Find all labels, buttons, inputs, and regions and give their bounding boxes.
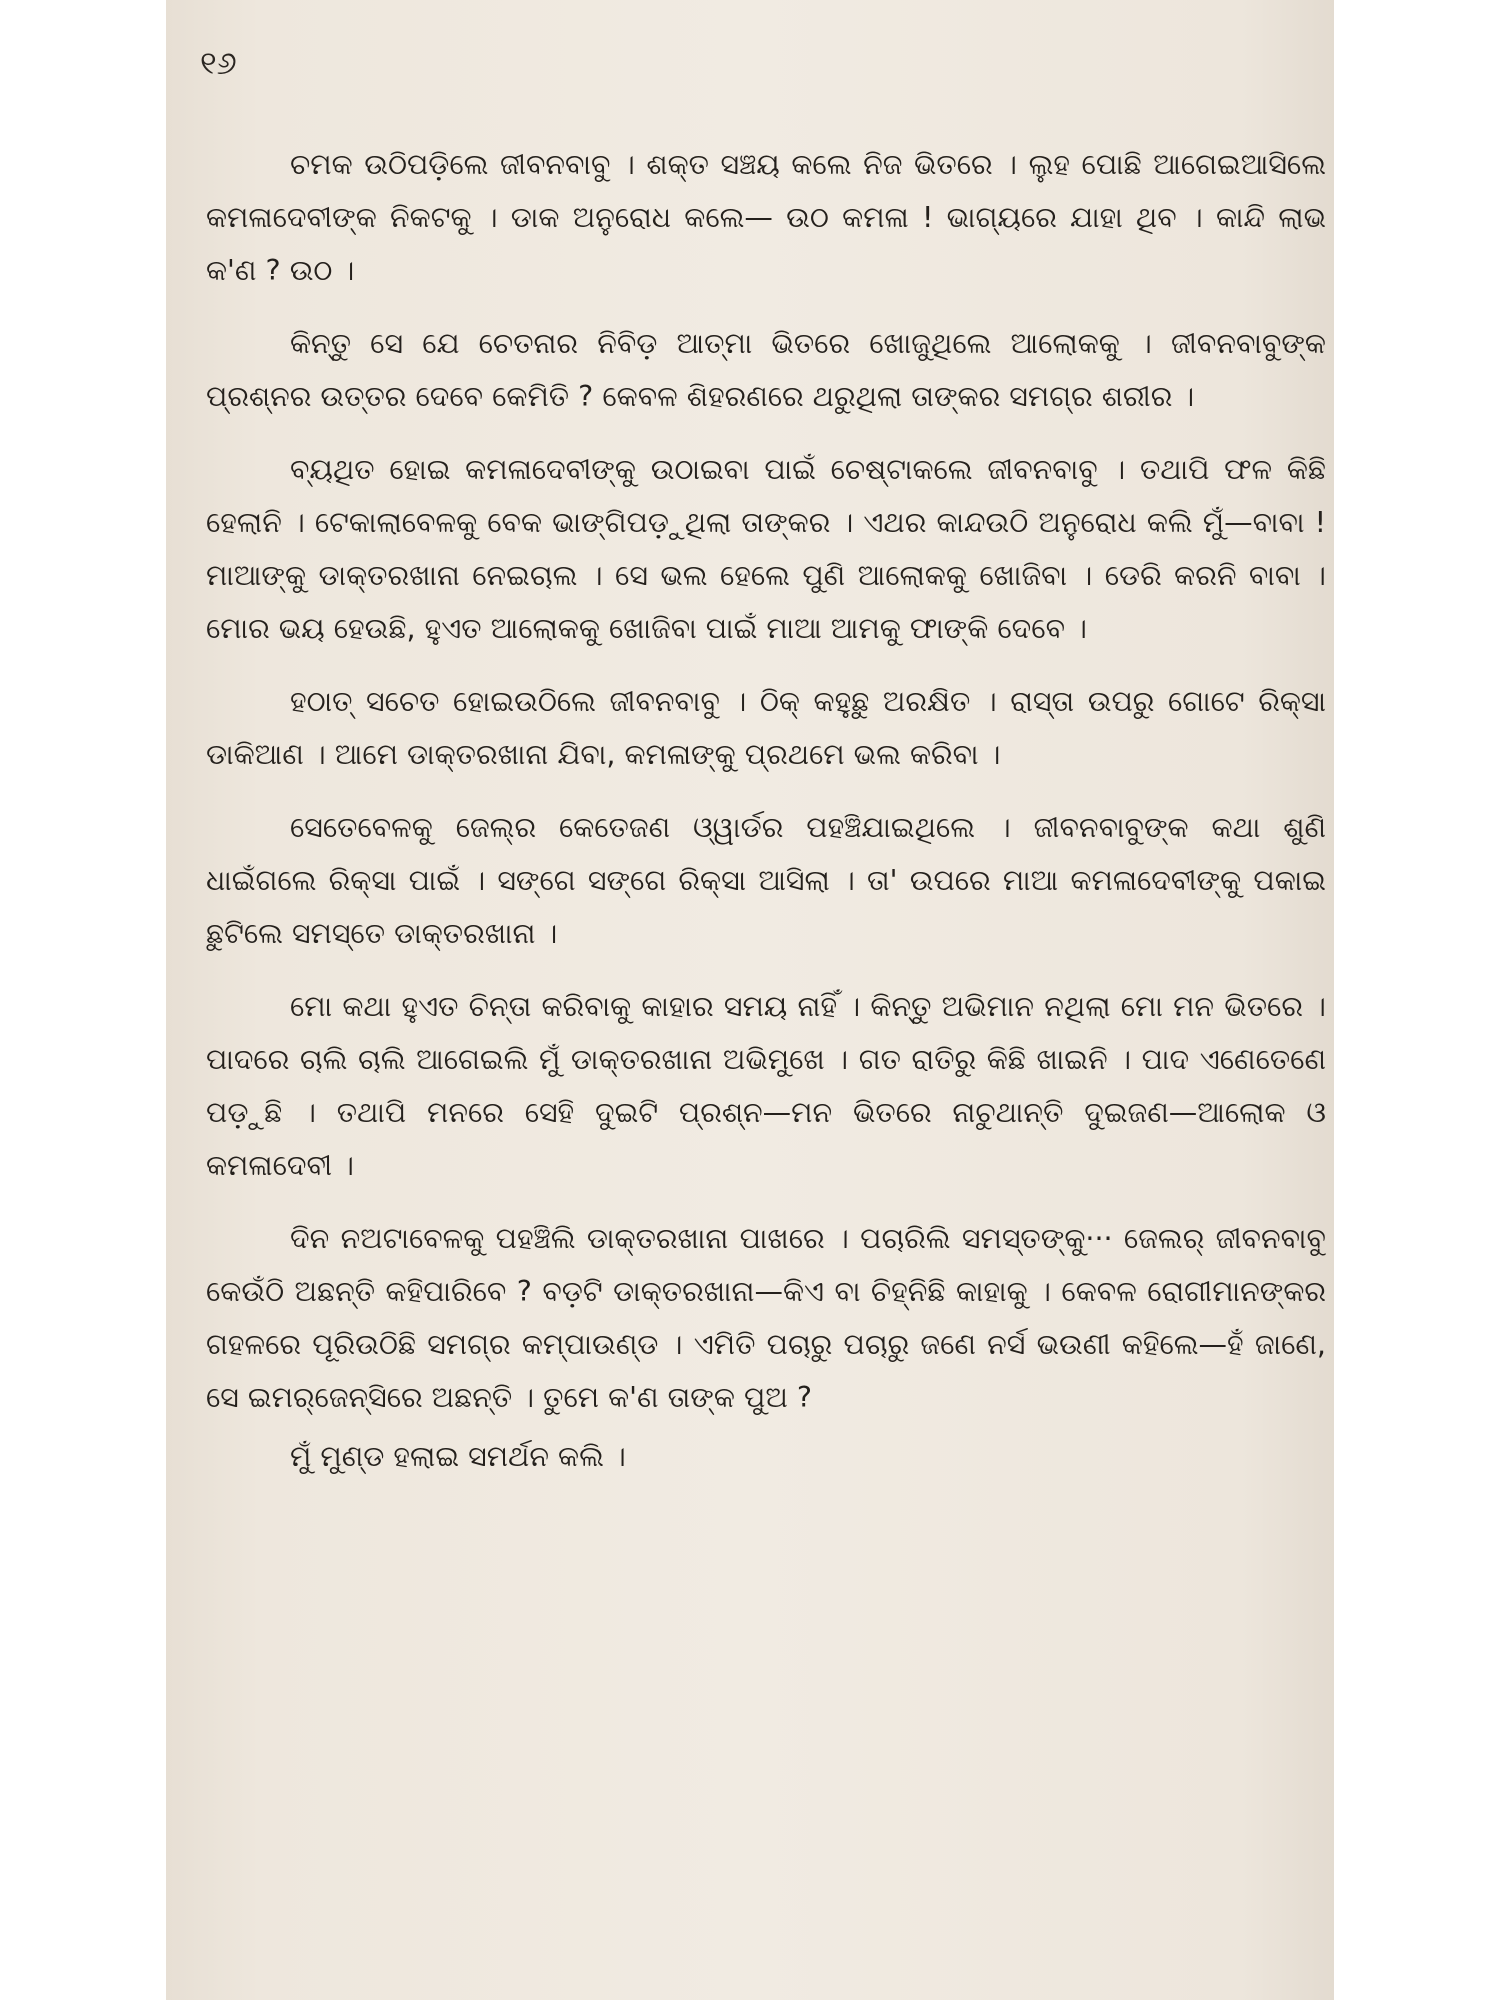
paragraph: ଦିନ ନଅଟାବେଳକୁ ପହଞ୍ଚିଲି ଡାକ୍ତରଖାନା ପାଖରେ । ପଚାରିଲି ସମସ୍ତଙ୍କୁ··· ଜେଲର୍ ଜୀବନବାବୁ କେଉଁଠି ଅଛନ୍ତି କହିପାରିବେ ? ବଡ଼ଟି ଡାକ୍ତରଖାନା—କିଏ ବା ଚିହ୍ନିଛି କାହାକୁ । କେବଳ ରୋଗୀମାନଙ୍କର ଗହଳରେ ପୂରିଉଠିଛି ସମଗ୍ର କମ୍ପାଉଣ୍ଡ । ଏମିତି ପଚାରୁ ପଚାରୁ ଜଣେ ନର୍ସ ଭଉଣୀ କହିଲେ—ହଁ ଜାଣେ, ସେ ଇମର୍‌ଜେନ୍‌ସିରେ ଅଛନ୍ତି । ତୁମେ କ'ଣ ତାଙ୍କ ପୁଅ ? — [206, 1222, 1326, 1414]
paragraph: ବ୍ୟଥିତ ହୋଇ କମଳାଦେବୀଙ୍କୁ ଉଠାଇବା ପାଇଁ ଚେଷ୍ଟାକଲେ ଜୀବନବାବୁ । ତଥାପି ଫଳ କିଛି ହେଲାନି । ଟେକାଲାବେଳକୁ ବେକ ଭାଙ୍ଗିପଡ଼ୁଥିଲା ତାଙ୍କର । ଏଥର କାନ୍ଦଉଠି ଅନୁରୋଧ କଲି ମୁଁ—ବାବା ! ମାଆଙ୍କୁ ଡାକ୍ତରଖାନା ନେଇଚାଲ । ସେ ଭଲ ହେଲେ ପୁଣି ଆଲୋକକୁ ଖୋଜିବା । ଡେରି କରନି ବାବା । ମୋର ଭୟ ହେଉଛି, ହୁଏତ ଆଲୋକକୁ ଖୋଜିବା ପାଇଁ ମାଆ ଆମକୁ ଫାଙ୍କି ଦେବେ । — [206, 453, 1326, 645]
page-body-text — [206, 138, 1326, 1503]
page-number: ୧୬ — [200, 44, 237, 82]
paragraph: ମୁଁ ମୁଣ୍ଡ ହଲାଇ ସମର୍ଥନ କଲି । — [290, 1440, 626, 1473]
paragraph: ମୋ କଥା ହୁଏତ ଚିନ୍ତା କରିବାକୁ କାହାର ସମୟ ନାହିଁ । କିନ୍ତୁ ଅଭିମାନ ନଥିଲା ମୋ ମନ ଭିତରେ । ପାଦରେ ଚାଲି ଚାଲି ଆଗେଇଲି ମୁଁ ଡାକ୍ତରଖାନା ଅଭିମୁଖେ । ଗତ ରାତିରୁ କିଛି ଖାଇନି । ପାଦ ଏଣେତେଣେ ପଡ଼ୁଛି । ତଥାପି ମନରେ ସେହି ଦୁଇଟି ପ୍ରଶ୍ନ—ମନ ଭିତରେ ନାଚୁଥାନ୍ତି ଦୁଇଜଣ—ଆଲୋକ ଓ କମଳାଦେବୀ । — [206, 990, 1326, 1182]
paragraph: ହଠାତ୍ ସଚେତ ହୋଇଉଠିଲେ ଜୀବନବାବୁ । ଠିକ୍ କହୁଛୁ ଅରକ୍ଷିତ । ରାସ୍ତା ଉପରୁ ଗୋଟେ ରିକ୍ସା ଡାକିଆଣ । ଆମେ ଡାକ୍ତରଖାନା ଯିବା, କମଳାଙ୍କୁ ପ୍ରଥମେ ଭଲ କରିବା । — [206, 685, 1326, 771]
paragraph: ସେତେବେଳକୁ ଜେଲ୍‌ର କେତେଜଣ ଓ୍ୱାର୍ଡର ପହଞ୍ଚିଯାଇଥିଲେ । ଜୀବନବାବୁଙ୍କ କଥା ଶୁଣି ଧାଇଁଗଲେ ରିକ୍ସା ପାଇଁ । ସଙ୍ଗେ ସଙ୍ଗେ ରିକ୍ସା ଆସିଲା । ତା' ଉପରେ ମାଆ କମଳାଦେବୀଙ୍କୁ ପକାଇ ଛୁଟିଲେ ସମସ୍ତେ ଡାକ୍ତରଖାନା । — [206, 811, 1326, 950]
paragraph: କିନ୍ତୁ ସେ ଯେ ଚେତନାର ନିବିଡ଼ ଆତ୍ମା ଭିତରେ ଖୋଜୁଥିଲେ ଆଲୋକକୁ । ଜୀବନବାବୁଙ୍କ ପ୍ରଶ୍ନର ଉତ୍ତର ଦେବେ କେମିତି ? କେବଳ ଶିହରଣରେ ଥରୁଥିଲା ତାଙ୍କର ସମଗ୍ର ଶରୀର । — [206, 327, 1326, 413]
paragraph: ଚମକ ଉଠିପଡ଼ିଲେ ଜୀବନବାବୁ । ଶକ୍ତ ସଞ୍ଚୟ କଲେ ନିଜ ଭିତରେ । ଲୁହ ପୋଛି ଆଗେଇଆସିଲେ କମଳାଦେବୀଙ୍କ ନିକଟକୁ । ଡାକ ଅନୁରୋଧ କଲେ— ଉଠ କମଳା ! ଭାଗ୍ୟରେ ଯାହା ଥିବ । କାନ୍ଦି ଲାଭ କ'ଣ ? ଉଠ । — [206, 148, 1326, 287]
